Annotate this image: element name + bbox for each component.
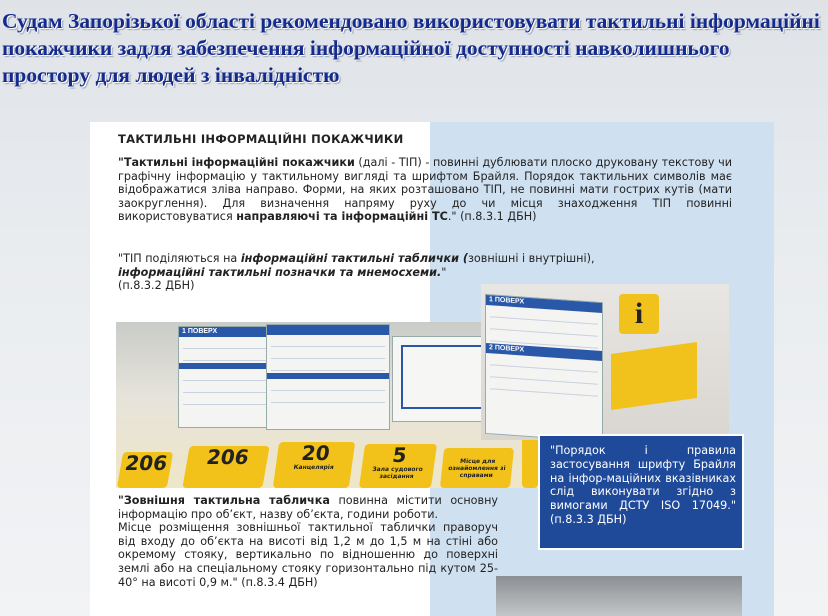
photo-tactile-signs	[116, 322, 538, 488]
info-sign-icon: i	[619, 294, 659, 334]
definition-text: (далі - ТІП) - повинні дублювати плоско друковану текстову чи графічну інформацію у тактильному вигляді та шрифтом Брайля. Порядок тактильних символів має відображатися зліва направо. Форми, на яких розташовано ТІП, не повинні мати гострих кутів (мати заокруглення). Для визначення напряму руху до чи місця знаходження ТІП повинні використовуватися	[118, 156, 732, 224]
document-heading: ТАКТИЛЬНІ ІНФОРМАЦІЙНІ ПОКАЖЧИКИ	[118, 132, 404, 146]
types-quote: "	[441, 265, 447, 279]
term-label: "Тактильні інформаційні покажчики	[118, 156, 355, 169]
tactile-floor-sign	[485, 294, 603, 440]
paragraph-external-sign	[118, 494, 498, 589]
braille-requirements-text: "Порядок і правила застосування шрифту Брайля на інфор-маційних вказівниках слід виконувати згідно з вимогами ДСТУ ISO 17049." (п.8.3.3 ДБН)	[550, 444, 736, 526]
sign-header-1: 1 ПОВЕРХ	[486, 295, 602, 313]
yellow-tactile-plate	[611, 342, 697, 410]
photo-wall-signs	[481, 284, 729, 440]
types-ref: (п.8.3.2 ДБН)	[118, 279, 195, 293]
external-sign-placement: Місце розміщення зовнішньої тактильної таблички праворуч від входу до об’єкта на висоті від 1,2 м до 1,5 м на стіні або окремому стояку, вертикально по відношенню до поверхні землі або на спеціальному стояку горизонтально під кутом 25-40° на висоті 0,9 м." (п.8.3.4 ДБН)	[118, 521, 498, 589]
paragraph-definition	[118, 156, 732, 224]
sign-header: 1 ПОВЕРХ	[179, 327, 297, 337]
tactile-mnemonic-scheme	[392, 336, 494, 422]
types-item-1: інформаційні тактильні таблички (	[240, 252, 468, 265]
external-sign-term: "Зовнішня тактильна табличка	[118, 494, 330, 507]
tactile-sign-middle	[266, 324, 390, 430]
photo-bottom-fragment	[496, 576, 742, 616]
slide-title: Судам Запорізької області рекомендовано використовувати тактильні інформаційні покажчики задля забезпечення інформаційної доступності навколишнього простору для людей з інвалідністю	[2, 9, 820, 87]
yellow-sign-floor	[522, 436, 538, 488]
external-sign-text: повинна містити основну інформацію про об’єкт, назву об’єкта, години роботи.	[118, 494, 499, 521]
yellow-sign-1: 206	[117, 452, 173, 488]
yellow-sign-20: 20 Канцелярія	[273, 442, 355, 488]
braille-requirements-box	[538, 434, 744, 550]
definition-ref: ." (п.8.3.1 ДБН)	[447, 210, 537, 224]
yellow-sign-206: 206	[182, 446, 269, 488]
types-item-1-note: зовнішні і внутрішні),	[467, 252, 595, 265]
yellow-sign-study: Місце для ознайомлення зі справами	[440, 448, 514, 488]
yellow-sign-5: 5 Зала судового засідання	[359, 444, 437, 488]
types-item-2: інформаційні тактильні позначки та мнемосхеми.	[118, 265, 442, 279]
types-intro: "ТІП поділяються на	[118, 252, 241, 265]
sign-header-2: 2 ПОВЕРХ	[486, 343, 602, 361]
definition-bold: направляючі та інформаційні ТС	[236, 210, 448, 224]
